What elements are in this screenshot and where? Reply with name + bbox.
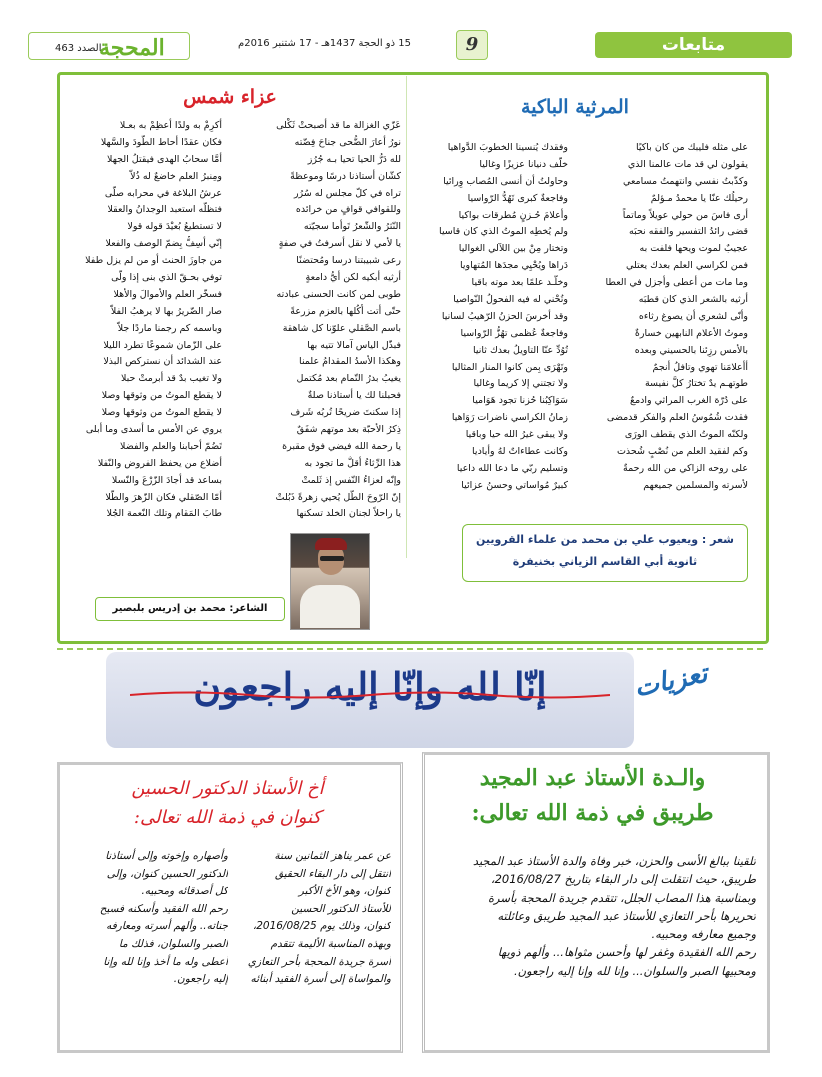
poem-verse: وكم لفقيد العلم من نُصْبٍ شُحذت [616,446,748,458]
poem-verse: أكرِمْ به ولدًا أعظِمْ به بعـلا [119,120,222,131]
obituary-line: وأصهاره وإخوته وإلى أستاذنا [105,850,228,862]
poem-verse: وموتُ الأعلام النابهين خسارةٌ [634,327,748,339]
poem-verse: عجيبٌ لموت ويحها فلفت به [639,243,748,255]
poem-verse: تراه في كلّ مجلس له سُرُر [293,187,401,199]
poem-verse: من جاوزَ الحنث أو من لم يزل طفلا [85,255,222,267]
poem-verse: إذا سكنتَ ضريحًا تُربُه شَرف [290,407,401,419]
obituary-line: كنوان، وهو الأخ الأكبر [298,885,391,898]
poem-verse: أرثيه أبكيه لكن أيُّ دامعةٍ [305,272,401,284]
poem-verse: لا يقطع الموتُ من وثوقها وصلا [101,390,222,402]
poem-verse: ولا تجتني إلا كريما وغاليا [473,378,568,390]
poem-verse: وقد أخرسَ الحزنُ الرّهيبُ لسانيا [441,310,568,322]
poem-verse: وباسمه كم رجمنا ماردًا جلاّ [117,322,222,334]
poem-verse: أأعلامَنا تهوي وتافلُ أنجمٌ [652,361,748,373]
obituary-line: كنوان، وذلك يوم 2016/08/25، [252,920,391,933]
obituary-line: ومحبيها الصبر والسلوان... وإنا لله وإنا إليه راجعون. [514,963,756,978]
poem-verse: كبيرٌ مُواساتي وحسنُ عزائيا [461,479,568,491]
poem-verse: ولا تغيب بدٌ قد أبرمتْ حبلا [120,373,222,385]
poem-verse: وللقوافي قوافٍ من خرائده [295,204,401,216]
condolence-banner-text: إنّا لله وإنّا إليه راجعون [193,664,547,709]
obituary-left-title-line2: كنوان في ذمة الله تعالى: [133,807,322,828]
obituary-line: والمواساة إلى أسرة الفقيد أبنائه [250,973,391,986]
obituary-right-title-line2: طريبق في ذمة الله تعالى: [471,800,714,826]
obituary-left-column-second [68,848,228,989]
poem-verse: يروي عن الأمس ما أسدى وما أبلى [85,424,222,436]
obituary-right-title-line1: والـدة الأستاذ عبد المجيد [479,765,706,791]
author-school: ثانوية أبي القاسم الزياني بخنيفرة [512,555,698,568]
poem-left-column-second [74,118,222,523]
poem-verse: وتَهْرَى بِمن كانوا المنار المثاليا [451,361,568,373]
poem-verse: وما مات من أعطى وأجزل في العطا [605,277,748,289]
poem-verse: أمَّا سحابُ الهدى فيقتلُ الجهلا [107,153,222,165]
poet-photo-cap [315,538,347,550]
poem-verse: وفقدك يُنسينا الخطوبَ الدَّواهيا [447,142,568,153]
poem-verse: حتّى أتت أُكُلها بالعزم مزرعةً [290,305,401,317]
obituary-line: طريبق، حيث انتقلت إلى دار البقاء بتاريخ 2016/08/27، [490,872,756,887]
obituary-line: جناته.. وألهم أسرته ومعارفه [106,920,228,933]
obituary-line: رحم الله الفقيدة وغفر لها وأحسن مثواها... وألهم ذويها [497,945,756,960]
poem-verse: رعى شبيبتنا درسا ومُحتضنًا [296,255,401,267]
poem-verse: وفاجعةٌ عُظمى تهُزُّ الرّواسيا [460,327,568,339]
poem-verse: وحاولتُ أن أنسى المُصاب وِرائيا [443,175,568,187]
poem-verse: أمّا الصّقلي فكان الزّهرَ والطّلا [105,491,222,503]
poem-verse: لا تستطيعُ بُعيْدَ قوله قولا [127,221,222,233]
poem-verse: قضى رائدُ التفسير والفقه نحبَه [629,226,748,238]
author-name: شعر : ويعيوب علي بن محمد من علماء القرويين [475,533,734,546]
poem-verse: عَزّي الغزالة ما قد أصبحتْ ثَكْلى [276,120,401,131]
obituary-line: كل أصدقائه ومحبيه. [141,885,228,898]
poem-verse: يا رحمة الله فيضي فوق مقبرة [282,440,401,452]
obituary-left-column-first [236,848,391,989]
poem-verse: النّثرُ والشّعرُ تَوأما سجيّته [303,221,401,233]
poem-verse: على دُرّة الغرب المراثي وادمعٌ [630,395,748,407]
poem-verse: وفاجعةٌ كبرى تَهُدُّ الرّواسيا [467,192,568,204]
issue-label: الصدد 463 [55,43,102,54]
poem-verse: بساعد قد أجادَ الزّرْعَ والنّسلا [111,474,222,486]
obituary-line: للأستاذ الدكتور الحسين [291,902,391,915]
poem-verse: يقولون لي قد مات عالمنا الذي [627,158,748,170]
poet-photo-glasses [320,556,344,561]
poem-verse: وكانت عطاءاتٌ لهُ وأياديا [472,446,568,458]
poem-verse: زمانُ الكراسي ناضرات رَوَاهيا [451,412,568,424]
poem-verse: فحبلنا لك يا أستاذنا صلةٌ [307,390,401,402]
poem-verse: على الزّمان شموعًا تطرد الليلا [103,339,222,351]
poem-verse: طوبى لمن كانت الحسنى عبادته [276,288,401,300]
poem-verse: لأسرته والمسلمين جميعهم [643,479,748,491]
poem-verse: وهكذا الأسدُ المقدامُ علمنا [299,356,401,368]
banner-ornament [130,690,610,700]
poem-verse: إنّي أسِفُّ بِضمّ الوصف والفعلا [105,238,222,250]
condolences-heading: تعزيات [631,658,711,704]
poem-verse: بالأمس رزِئنا بالحسيني وبعده [634,344,748,356]
obituary-line: وجميع معارفه ومحبيه. [651,927,756,942]
poem-right-column-first [570,140,748,495]
poem-verse: طوتهـم يدٌ تختارُ كلَّ نفيسة [644,378,748,390]
obituary-left-title-line1: أخ الأستاذ الدكتور الحسين [131,778,324,799]
masthead-logo: المحجة [99,35,165,61]
section-separator [57,648,763,650]
obituary-right-body [434,852,756,980]
poem-verse: وإنّه لعزاءُ النّفس إذ ثَلمتْ [301,474,401,486]
poem-verse: نورُ أعارَ الضُّحى جناحَ فِضّته [294,136,401,148]
poem-verse: كشّان أستاذنا درسًا وموعظةً [290,170,401,182]
poem-verse: وكذّبتُ نفسي وانتهمتُ مسامعي [623,175,748,187]
poem-verse: باسم الصَّقلي علوّنا كل شاهقة [282,322,401,334]
poem-verse: ولكنّه الموتُ الذي يقطف الورَى [624,429,748,441]
poem-verse: عرشُ البلاغة في محرابه صلّى [104,187,222,199]
poem-verse: تَضُمّ أحبابنا والعلم والفضلا [120,440,222,452]
poem-verse: أضلاع من يحفظ الفروض والنّفلا [97,457,222,469]
column-divider [406,76,407,558]
obituary-line: وبمناسبة هذا المصاب الجلل، تتقدم جريدة المحجة بأسرة [488,890,756,905]
poem-verse: ولم يُخطِه الموتُ الذي كان قاسيا [439,226,568,238]
poem-verse: لله دَرُّ الحيا تحيا بـه جُرُز [307,153,401,165]
poem-verse: فقدت شُمُوسُ العلم والفكر قدمضى [606,412,748,424]
photo-caption: الشاعر: محمد بن إدريس بلبصير [95,597,285,621]
issue-date: 15 ذو الحجة 1437هـ - 17 شتنبر 2016م [238,38,411,49]
obituary-line: تحريرها بأحر التعازي للأستاذ عبد المجيد طريبق وعائلته [497,908,756,923]
poem-verse: توفي بحـقّ الذي بنى إذا ولّى [111,272,222,284]
poem-right-column-second [420,140,568,495]
poem-verse: وتسليم ربّي ما دعا الله داعيا [456,462,568,474]
poem-verse: ولا يبقى غيرُ الله حيا وباقيا [465,429,568,441]
poet-photo-body [300,585,360,628]
poem-verse: وأنّى لشعري أن يصوغ رثاءه [638,310,748,322]
poem-verse: لا يقطع الموتُ من وثوقها وصلا [101,407,222,419]
obituary-line: عن عمر يناهز الثمانين سنة [274,850,391,862]
poem-verse: يغيبُ بدرُ التّمام بعد مُكتمل [296,373,401,385]
poem-verse: وأعلامَ حُـزنٍ مُطرقات بواكيا [458,209,568,221]
obituary-line: أعطى وله ما أخذ وإنا لله وإنا [103,955,228,968]
obituary-line: وبهذه المناسبة الأليمة تتقدم [270,937,391,950]
page-header [28,28,793,62]
poem-verse: فتظلّه استعبد الوجدانُ والعقلا [107,204,222,216]
obituary-line: إليه راجعون. [173,973,228,986]
poem-verse: خلّف دنيانا عزيزًا وغاليا [479,158,568,170]
obituary-line: انتقل إلى دار البقاء الحقيق [274,867,391,880]
poem-verse: وتُحْني له فيه الفحولُ النّواصيا [453,294,568,306]
poem-verse: يا لأمي لا نقل أسرفتُ في صفةٍ [278,238,401,250]
poem-verse: ومِنبرُ العلم خاضعٌ له ذُلاّ [130,170,222,182]
poem-verse: وخلّـد علمًا بعد موته باقيا [471,277,568,289]
poem-verse: صار الضّريرُ بها لا يرهبُ الفلاّ [110,305,222,317]
poem-verse: إنّ الرّوحَ الطّل يُحيي زهرةً ذَبُلتْ [275,491,401,503]
obituary-line: الصبر والسلوان، فذلك ما [118,937,228,950]
obituary-line: تلقينا ببالغ الأسى والحزن، خبر وفاة والدة الأستاذ عبد المجيد [472,854,756,868]
obituary-line: الدكتور الحسين كنوان، وإلى [106,867,228,880]
poem-verse: فبذّل الياس آمالا تتيه بها [307,339,401,351]
poem-verse: طابَ المَقام وتلك النّعمة الجُلا [106,508,222,520]
poem-verse: هذا الرِّثاءُ أقلُّ ما تجود به [304,457,401,469]
poem-left-title: عزاء شمس [183,86,277,108]
section-title: متابعات [595,32,792,58]
poem-verse: ذِكرُ الأحبّة بعد موتهم شفَقٌ [296,424,401,436]
poem-verse: على مثله فليبك من كان باكيًا [636,142,748,153]
poem-verse: أرثيه بالشعر الذي كان قطبَه [638,294,748,306]
poem-verse: وتختار مِنْ بين اللآلي الغواليا [458,243,568,255]
poem-verse: دَراها ويُحْيِي مجدَها المُتهاويا [460,260,568,272]
poem-left-column-first [226,118,401,523]
obituary-line: أسرة جريدة المحجة بأحر التعازي [247,955,391,968]
poem-right-title: المرثية الباكية [521,96,629,118]
masthead-box [28,32,190,60]
poem-verse: سَوَاكِبُنا حُزنا تجود هَوَاميا [472,395,568,407]
poem-verse: أرى فاسَ من حولي عويلاً وماتماً [622,209,748,221]
poem-verse: رحيلُك عنّا يا محمدُ مـؤلمٌ [650,192,748,204]
poem-verse: عند الشدائد أن نستركص البذلا [103,356,222,368]
obituary-line: رحم الله الفقيد وأسكنه فسيح [99,902,228,915]
poem-verse: فسخّر العلم والأموالَ والأهلا [113,288,222,300]
poem-verse: على روحه الزاكي من الله رحمةٌ [623,462,748,474]
poem-verse: فمن لكراسي العلم بعدك يعتلي [625,260,748,272]
poem-author-box [462,524,748,582]
poem-verse: فكان عقدًا أحاط الطّودَ والسَّهلا [100,136,222,148]
page-number: 9 [456,30,488,60]
poem-verse: يا راحلاً لجنان الخلد تسكنها [296,508,401,520]
poem-verse: تُوُدِّ عنّا التاويلُ بعدك ثانيا [473,344,568,356]
